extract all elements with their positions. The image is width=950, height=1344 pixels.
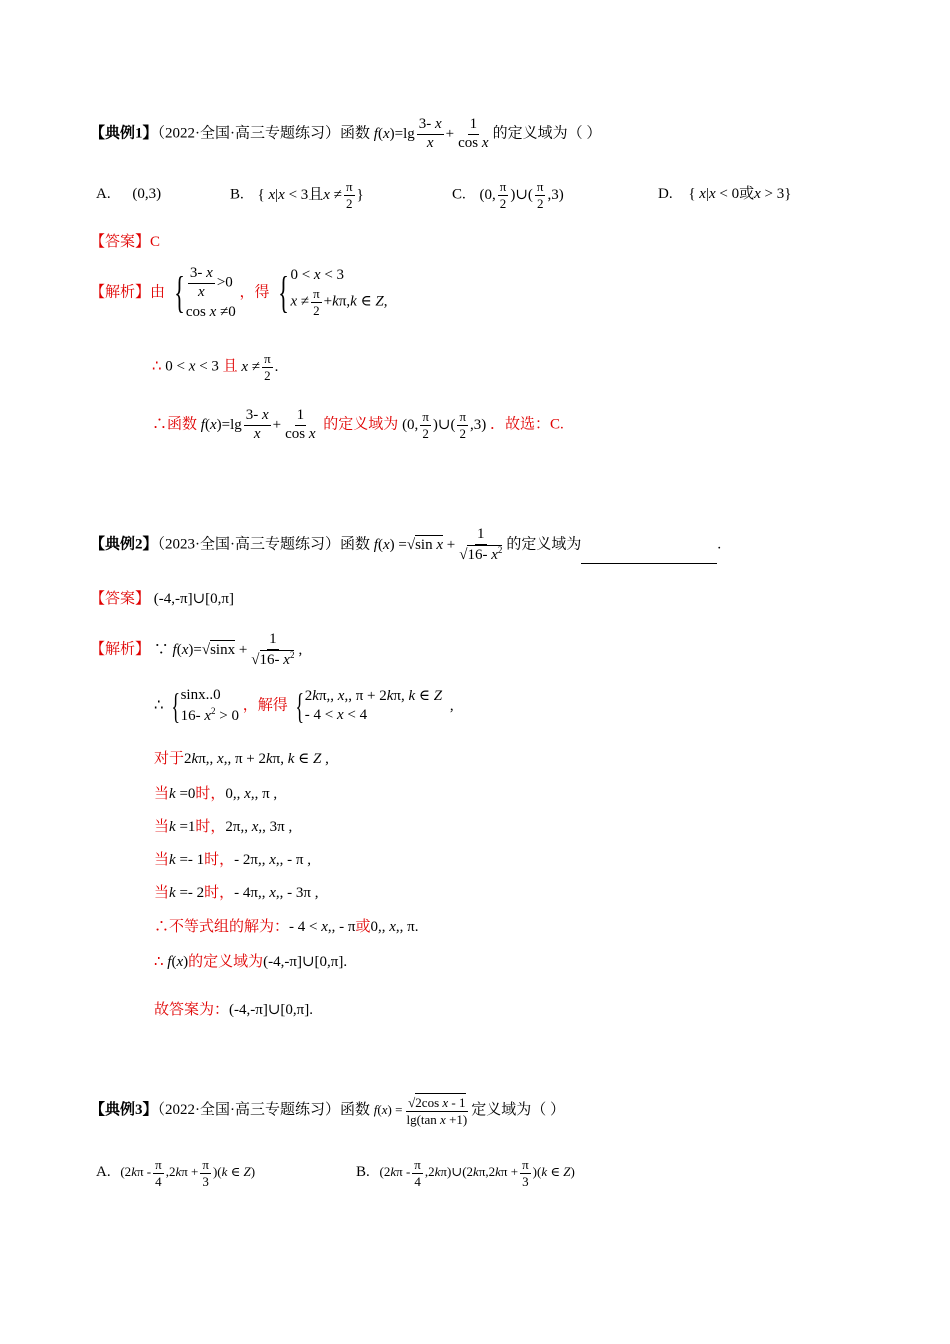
de-text: ，得: [239, 284, 270, 301]
option-d-value: { x|x < 0或x > 3}: [688, 186, 792, 202]
case-k1: 当k =1时，2π,, x,, 3π ,: [154, 819, 293, 835]
example-1-answer: 【答案】C: [90, 234, 161, 250]
example-2-answer-label: 【答案】: [90, 591, 151, 607]
example-2-function: f(x) =√sin x + $\frac{1}{√16- x^2}$: [373, 526, 503, 563]
example-3-title: 【典例3】: [90, 1102, 158, 1119]
step3-prefix: ∴函数: [152, 416, 198, 433]
example-1-step3: [152, 408, 564, 443]
example-2-system: ∴ { sinx..0 16- $x^2 > 0$ ，解得 { 2kπ,, x,, π + 2kπ, k ∈ Z - 4 < x < 4 ,: [154, 686, 454, 726]
example-1-header: [90, 117, 601, 152]
answer-blank[interactable]: [581, 549, 717, 564]
example-1-analysis: [90, 266, 388, 320]
example-3-prompt-tail: 定义域为（ ）: [471, 1102, 565, 1119]
option-c-value: (0, $\frac{\pi}{2}$ )∪( $\frac{\pi}{2}$ ,3): [479, 179, 564, 211]
example-2-prompt-tail: 的定义域为: [506, 536, 582, 553]
step3-function: f(x)=lg $\frac{3- x}{x}$ + $\frac{1}{\text{cos x}}$: [200, 407, 316, 442]
because-line: ∵ f(x)=√sinx + $\frac{1}{√16- x^2}$ ,: [153, 631, 303, 668]
option-a-value: (0,3): [132, 186, 162, 202]
example-1-prompt: 函数: [340, 125, 371, 142]
example-1-function: f(x)=lg $\frac{3- x}{x}$ + $\frac{1}{\text{cos x}}$: [373, 116, 489, 151]
case-k-minus1: 当k =- 1时，- 2π,, x,, - π ,: [154, 852, 311, 868]
example-3-function: f(x) = $\frac{\text{√2cos x - 1}}{\text{lg(tan x +1)}}$: [373, 1095, 468, 1127]
option-b-label: B.: [230, 186, 244, 203]
ex3-option-b[interactable]: B. (2kπ - $\frac{\pi}{4}$ ,2kπ)∪(2kπ,2kπ + $\frac{\pi}{3}$ )(k ∈ Z): [356, 1157, 575, 1189]
example-3-header: [90, 1096, 565, 1126]
jiede-text: ，解得: [242, 697, 288, 714]
therefore-symbol: ∴: [152, 358, 162, 375]
line-duiyu: 对于2kπ,, x,, π + 2kπ, k ∈ Z ,: [154, 751, 329, 767]
option-c[interactable]: [452, 180, 564, 210]
case-k0: 当k =0时，0,, x,, π ,: [154, 786, 278, 802]
step3-end: ．故选：C.: [490, 416, 564, 433]
final-answer: 故答案为：(-4,-π]∪[0,π].: [154, 1002, 313, 1018]
domain-conclusion: ∴ f(x)的定义域为(-4,-π]∪[0,π].: [154, 954, 348, 970]
example-2-prompt: 函数: [340, 536, 371, 553]
step3-domain: (0, $\frac{\pi}{2}$ )∪( $\frac{\pi}{2}$ ,3): [402, 409, 487, 441]
example-2-title: 【典例2】: [90, 536, 158, 553]
step2-ineq: 0 < x < 3: [165, 358, 219, 375]
system-3: { sinx..0 16- $x^2 > 0$: [171, 686, 239, 726]
case-k-minus2: 当k =- 2时，- 4π,, x,, - 3π ,: [154, 885, 319, 901]
step2-and: 且: [222, 358, 238, 375]
example-1-analysis-label: 【解析】由: [90, 284, 166, 301]
option-b[interactable]: [230, 180, 364, 210]
example-1-source: （2022·全国·高三专题练习）: [157, 125, 341, 142]
example-1-step2: [152, 352, 278, 382]
example-3-prompt: 函数: [340, 1102, 371, 1119]
option-b-value: { x|x < 3且x ≠ $\frac{\pi}{2}$ }: [257, 179, 364, 211]
example-1-title: 【典例1】: [90, 125, 158, 142]
example-3-source: （2022·全国·高三专题练习）: [157, 1102, 341, 1119]
example-2-source: （2023·全国·高三专题练习）: [157, 536, 341, 553]
example-2-analysis-label: 【解析】: [90, 641, 151, 658]
option-d-label: D.: [658, 186, 673, 202]
step2-cond: x ≠ $\frac{\pi}{2}$ .: [241, 351, 279, 383]
option-a-label: A.: [96, 186, 111, 202]
step3-mid: 的定义域为: [323, 416, 399, 433]
example-2-answer-value: (-4,-π]∪[0,π]: [153, 591, 234, 607]
system-4: { 2kπ,, x,, π + 2kπ, k ∈ Z - 4 < x < 4: [295, 686, 443, 726]
option-a[interactable]: [96, 187, 161, 202]
example-2-answer: [90, 592, 234, 607]
system-1: { $\frac{3- x}{x}$ >0 cos x ≠0: [174, 265, 236, 320]
example-1-prompt-tail: 的定义域为（ ）: [492, 125, 602, 142]
system-2: { 0 < x < 3 x ≠ $\frac{\pi}{2}$ +kπ,k ∈ Z,: [278, 267, 388, 318]
option-d[interactable]: [658, 187, 791, 202]
option-c-label: C.: [452, 186, 466, 203]
ex3-option-a[interactable]: A. (2kπ - $\frac{\pi}{4}$ ,2kπ + $\frac{\pi}{3}$ )(k ∈ Z): [96, 1157, 256, 1189]
example-2-analysis: [90, 632, 302, 669]
inequality-solution: ∴不等式组的解为：- 4 < x,, - π或0,, x,, π.: [154, 919, 419, 935]
example-2-header: 【典例2】（2023·全国·高三专题练习）函数 f(x) =√sin x + $\frac{1}{√16- x^2}$ 的定义域为 .: [90, 526, 722, 563]
